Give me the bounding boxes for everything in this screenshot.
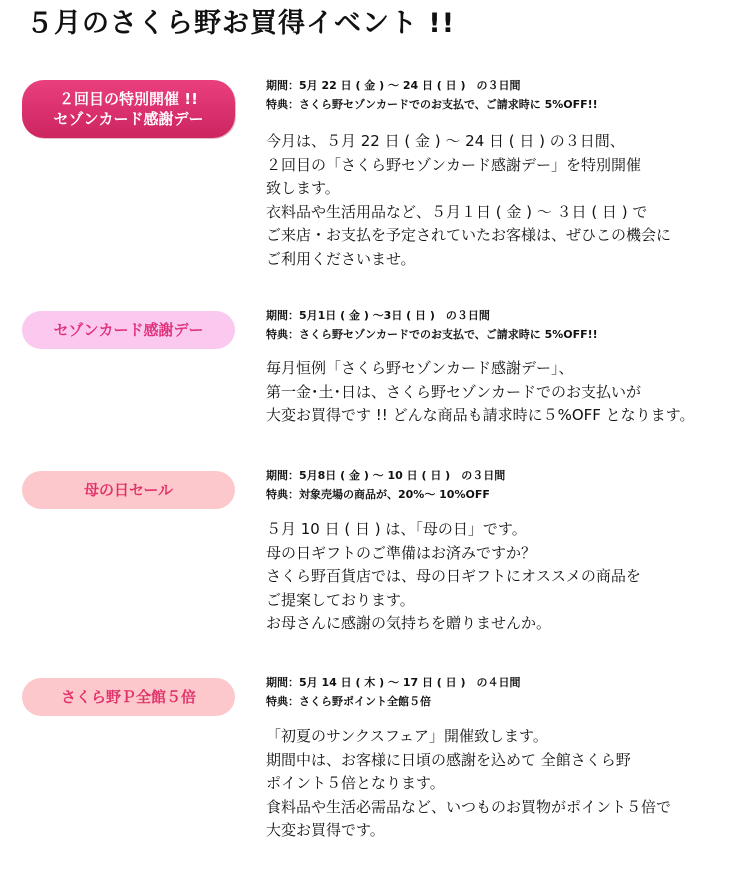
event-info — [266, 673, 521, 711]
event-description — [266, 130, 671, 271]
event-benefit: 特典：さくら野セゾンカードでのお支払で、ご請求時に 5%OFF!! — [266, 328, 598, 341]
description-line: ご来店・お支払を予定されていたお客様は、ぜひこの機会に — [266, 226, 672, 244]
event-badge — [22, 80, 235, 138]
event-badge — [22, 311, 235, 349]
event-badge-line: 母の日セール — [83, 481, 174, 499]
event-benefit: 特典：さくら野セゾンカードでのお支払で、ご請求時に 5%OFF!! — [266, 98, 598, 111]
event-period: 期間：5月1日 ( 金 ) ～3日 ( 日 ) の３日間 — [266, 309, 490, 322]
description-line: 衣料品や生活用品など、５月１日 ( 金 ) ～ ３日 ( 日 ) で — [266, 202, 648, 221]
event-period: 期間：5月8日 ( 金 ) ～ 10 日 ( 日 ) の３日間 — [266, 469, 506, 482]
event-badge-line: ２回目の特別開催 !! — [59, 90, 198, 108]
event-benefit: 特典：さくら野ポイント全館５倍 — [266, 695, 431, 708]
description-line: 期間中は、お客様に日頃の感謝を込めて 全館さくら野 — [266, 750, 631, 769]
description-line: お母さんに感謝の気持ちを贈りませんか。 — [266, 614, 552, 632]
event-description — [266, 357, 694, 428]
event-description — [266, 725, 671, 843]
description-line: 食料品や生活必需品など、いつものお買物がポイント５倍で — [266, 797, 672, 816]
description-line: ポイント５倍となります。 — [266, 774, 445, 792]
event-period: 期間：5月 14 日 ( 木 ) ～ 17 日 ( 日 ) の４日間 — [266, 676, 521, 689]
description-line: 今月は、５月 22 日 ( 金 ) ～ 24 日 ( 日 ) の３日間、 — [266, 132, 625, 150]
description-line: 毎月恒例「さくら野セゾンカード感謝デー」、 — [266, 359, 574, 377]
description-line: 大変お買得です !! どんな商品も請求時に５%OFF となります。 — [266, 406, 695, 424]
description-line: ご提案しております。 — [266, 590, 415, 609]
description-line: 母の日ギフトのご準備はお済みですか？ — [266, 543, 537, 562]
event-period: 期間：5月 22 日 ( 金 ) ～ 24 日 ( 日 ) の３日間 — [266, 79, 521, 92]
event-info — [266, 306, 598, 344]
description-line: 致します。 — [266, 179, 340, 197]
description-line: ５月 10 日 ( 日 ) は、「母の日」です。 — [266, 520, 527, 538]
event-badge-line: セゾンカード感謝デー — [53, 110, 204, 128]
event-info — [266, 466, 505, 504]
event-info — [266, 76, 598, 114]
event-description — [266, 518, 641, 636]
description-line: 大変お買得です。 — [266, 821, 385, 839]
event-badge — [22, 471, 235, 509]
event-benefit: 特典：対象売場の商品が、20%～ 10%OFF — [266, 488, 490, 501]
event-badge-line: セゾンカード感謝デー — [53, 321, 204, 339]
event-badge — [22, 678, 235, 716]
description-line: ２回目の「さくら野セゾンカード感謝デー」を特別開催 — [266, 155, 642, 174]
description-line: ご利用くださいませ。 — [266, 249, 416, 268]
description-line: さくら野百貨店では、母の日ギフトにオススメの商品を — [266, 567, 641, 585]
event-badge-line: さくら野Ｐ全館５倍 — [60, 688, 196, 706]
description-line: 「初夏のサンクスフェア」開催致します。 — [266, 727, 548, 745]
description-line: 第一金･土･日は、さくら野セゾンカードでのお支払いが — [266, 382, 642, 401]
page-title: ５月のさくら野お買得イベント !! — [26, 8, 456, 39]
